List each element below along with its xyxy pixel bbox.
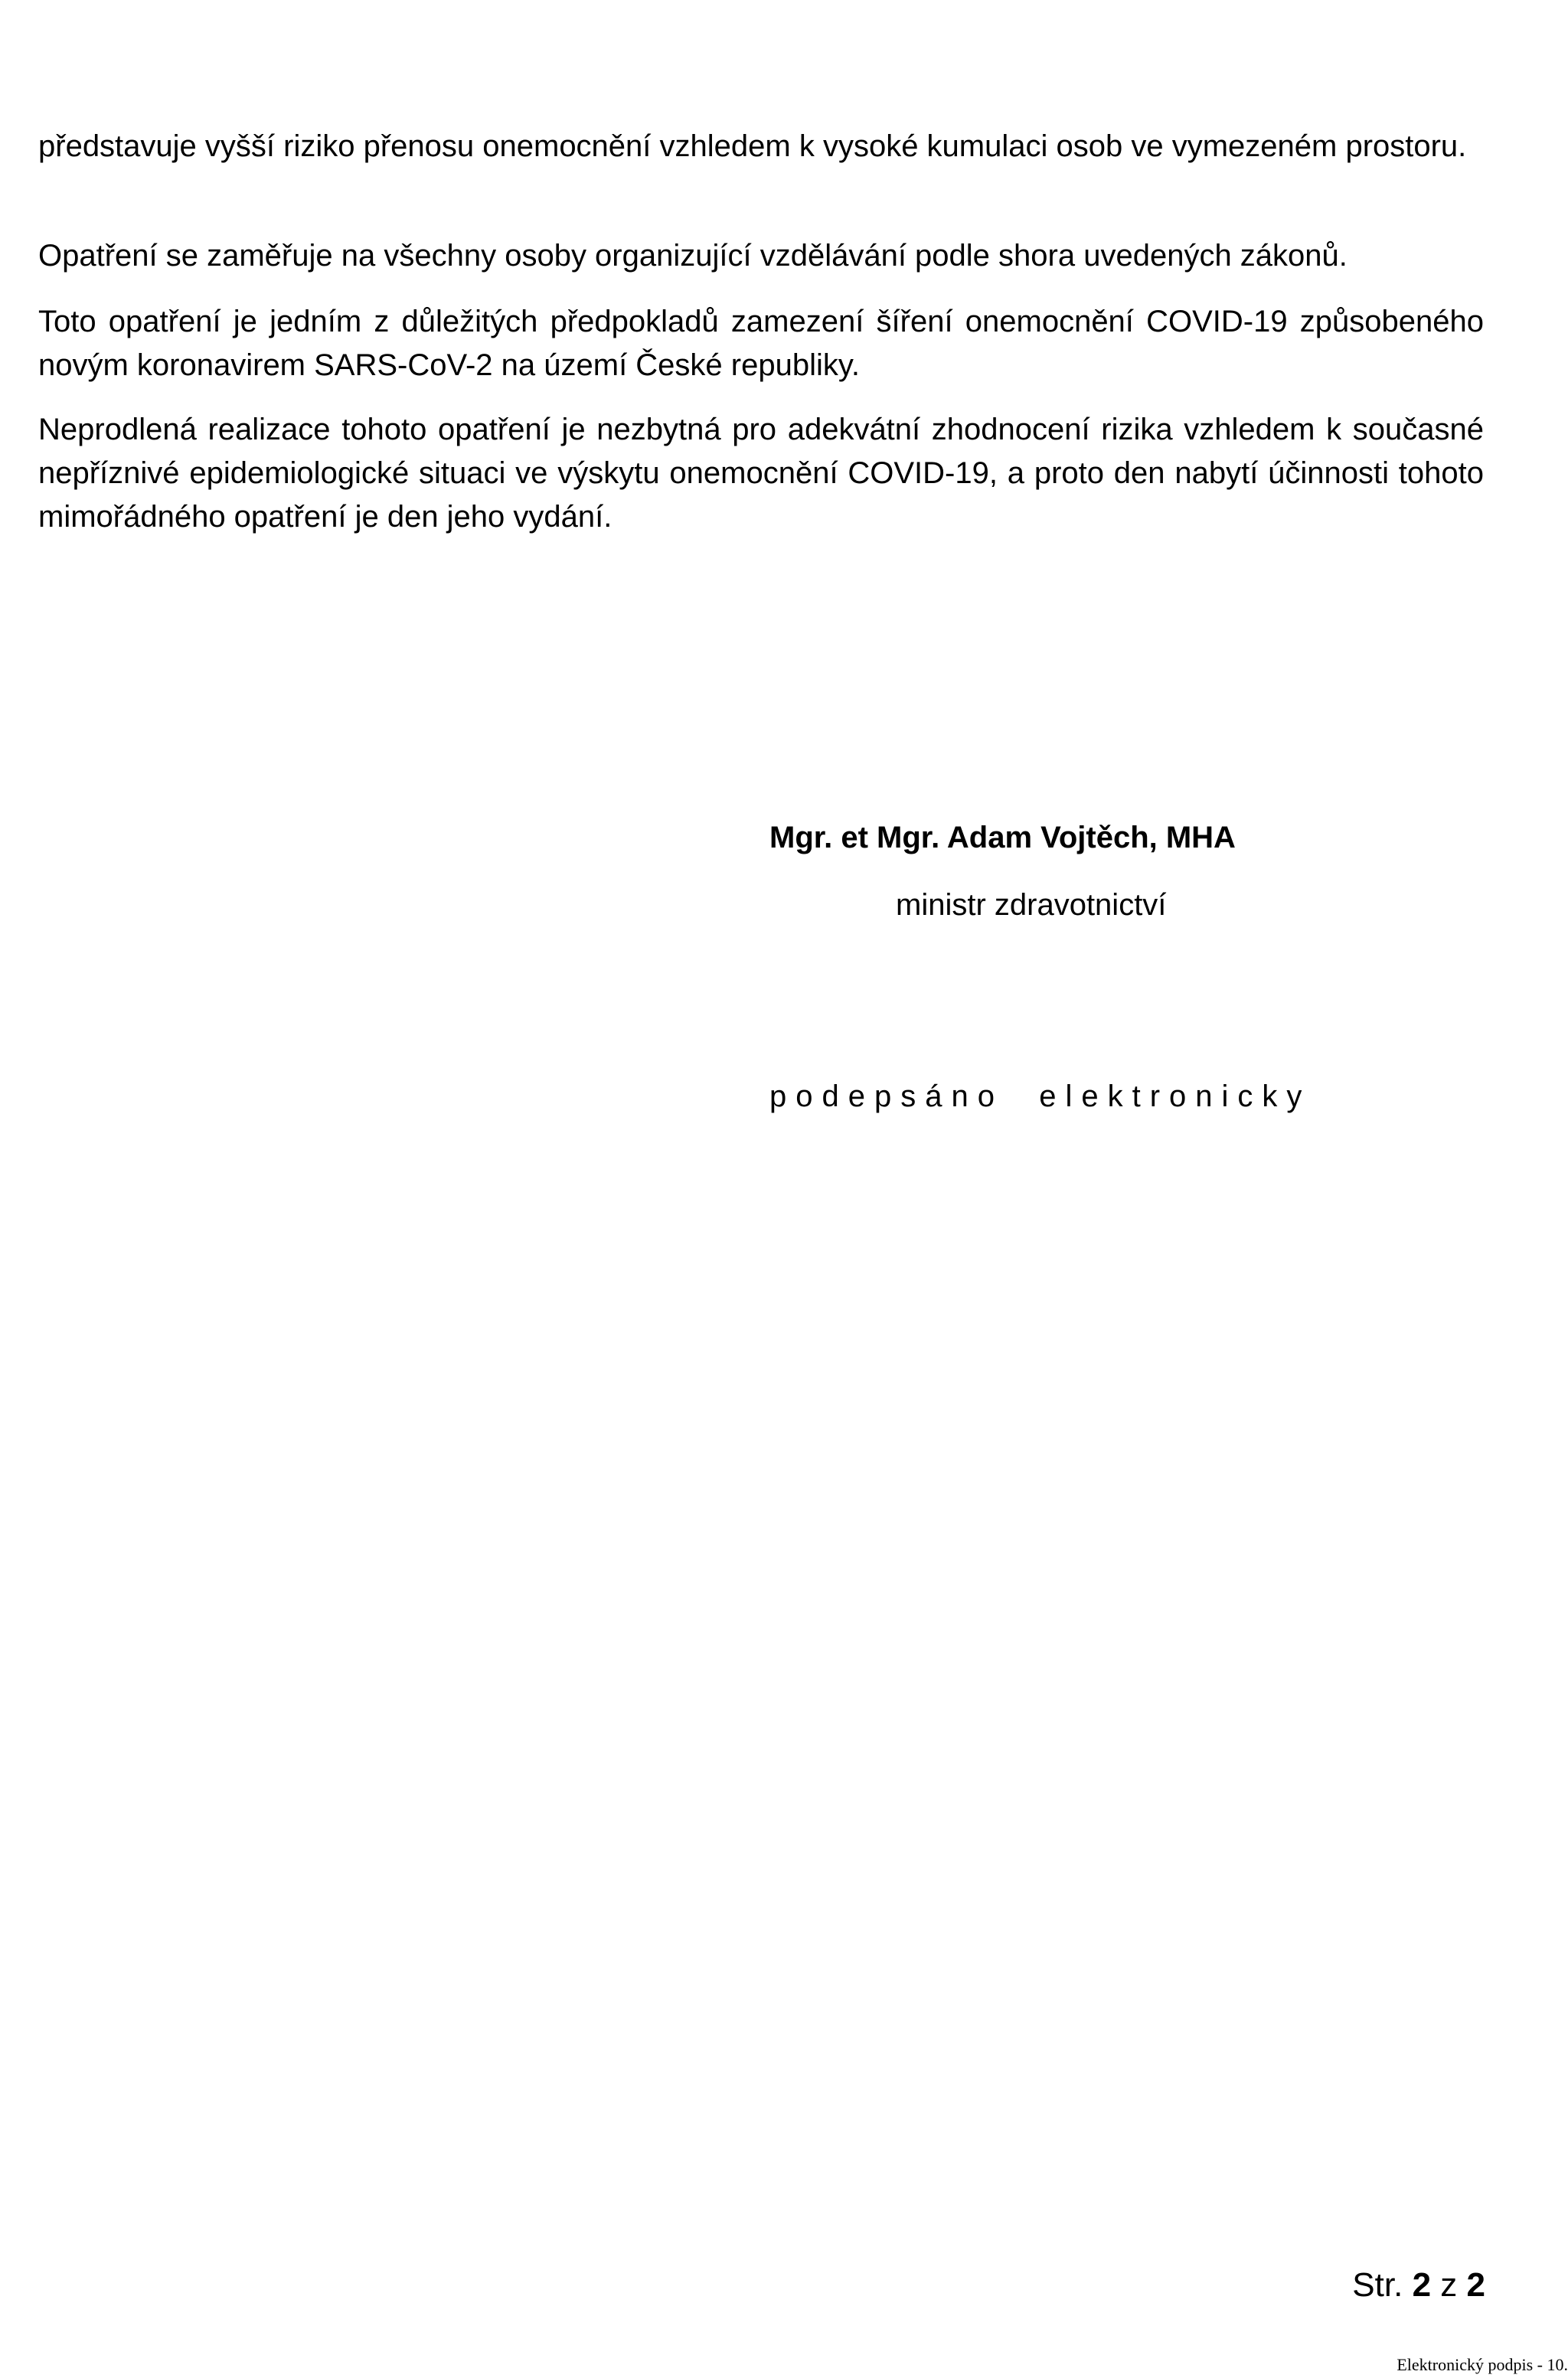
page-number — [1352, 2266, 1485, 2305]
paragraph: Opatření se zaměřuje na všechny osoby organizující vzdělávání podle shora uvedených zákonů. — [38, 239, 1348, 273]
paragraph: Neprodlená realizace tohoto opatření je nezbytná pro adekvátní zhodnocení rizika vzhledem k současné nepříznivé epidemiologické situaci ve výskytu onemocnění COVID-19, a proto den nabytí účinnosti tohoto mimořádného opatření je den jeho vydání. — [38, 413, 1484, 534]
page-number-total: 2 — [1466, 2266, 1485, 2304]
footer-signature-stamp: Elektronický podpis - 10. — [1396, 2355, 1568, 2374]
page-number-current: 2 — [1412, 2266, 1432, 2304]
page-number-separator: z — [1440, 2266, 1458, 2304]
page-number-prefix: Str. — [1352, 2266, 1403, 2304]
electronic-signature-note: podepsáno elektronicky — [769, 1080, 1312, 1113]
signatory-name: Mgr. et Mgr. Adam Vojtěch, MHA — [769, 821, 1236, 854]
signatory-title: ministr zdravotnictví — [896, 888, 1167, 922]
paragraph: představuje vyšší riziko přenosu onemocnění vzhledem k vysoké kumulaci osob ve vymezeném prostoru. — [38, 129, 1467, 163]
paragraph: Toto opatření je jedním z důležitých předpokladů zamezení šíření onemocnění COVID-19 způsobeného novým koronavirem SARS-CoV-2 na území České republiky. — [38, 305, 1484, 382]
